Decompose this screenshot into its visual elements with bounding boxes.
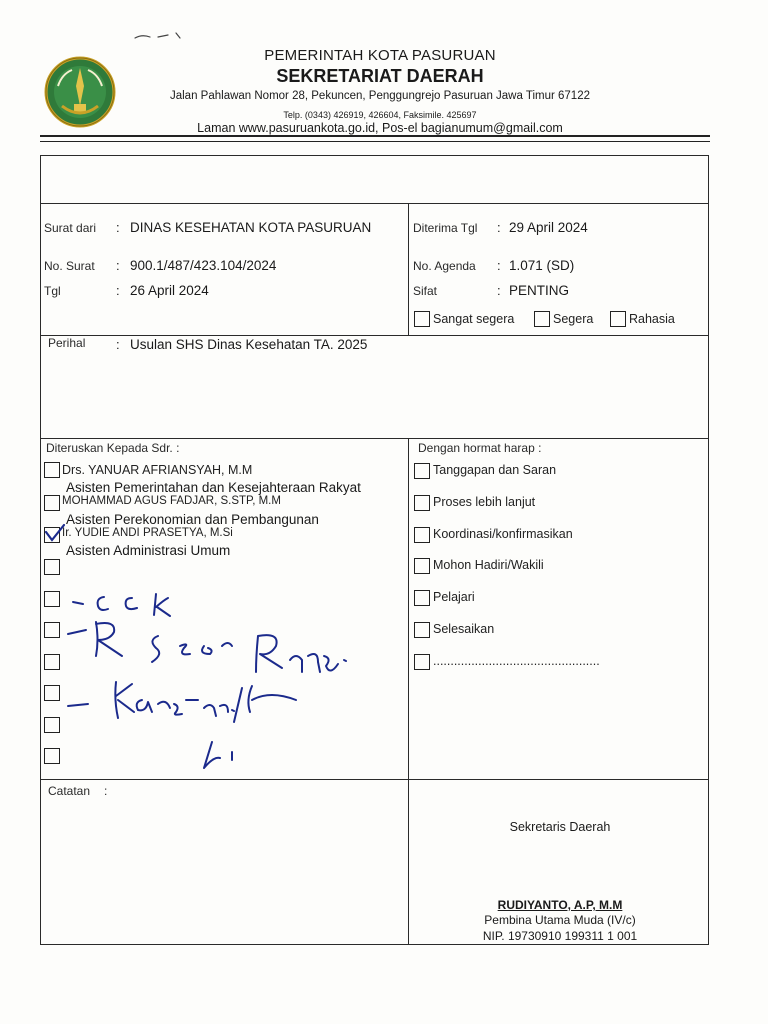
action-tanggapan-label: Tanggapan dan Saran [433, 463, 557, 477]
empty-recipient-checkbox[interactable] [44, 654, 60, 670]
colon: : [116, 258, 120, 273]
action-koordinasi-label: Koordinasi/konfirmasikan [433, 527, 573, 541]
surat-dari-label: Surat dari [44, 221, 97, 235]
diterima-value: 29 April 2024 [509, 220, 588, 235]
action-hadiri-checkbox[interactable] [414, 558, 430, 574]
diterima-label: Diterima Tgl [413, 221, 478, 235]
segera-label: Segera [553, 312, 594, 326]
sangat-segera-label: Sangat segera [433, 312, 515, 326]
recipient-3-title: Asisten Administrasi Umum [66, 543, 231, 558]
letterhead-rule-thick [40, 135, 710, 137]
no-surat-value: 900.1/487/423.104/2024 [130, 258, 277, 273]
signature-nip: NIP. 19730910 199311 1 001 [482, 929, 638, 943]
letterhead-rule-thin [40, 141, 710, 142]
dengan-hormat-label: Dengan hormat harap : [418, 441, 542, 455]
empty-recipient-checkbox[interactable] [44, 559, 60, 575]
action-selesaikan-checkbox[interactable] [414, 622, 430, 638]
empty-recipient-checkbox[interactable] [44, 685, 60, 701]
signature-rank: Pembina Utama Muda (IV/c) [484, 913, 636, 927]
letterhead-web: Laman www.pasuruankota.go.id, Pos-el bagianumum@gmail.com [197, 121, 563, 135]
sifat-value: PENTING [509, 283, 570, 298]
colon: : [116, 220, 120, 235]
recipient-3-name: Ir. YUDIE ANDI PRASETYA, M.Si [62, 527, 233, 539]
letterhead-government: PEMERINTAH KOTA PASURUAN [264, 47, 496, 64]
colon: : [497, 283, 501, 298]
no-surat-label: No. Surat [44, 259, 95, 273]
colon: : [497, 220, 501, 235]
letterhead-address: Jalan Pahlawan Nomor 28, Pekuncen, Penggungrejo Pasuruan Jawa Timur 67122 [169, 90, 590, 102]
recipient-2-name: MOHAMMAD AGUS FADJAR, S.STP, M.M [62, 495, 281, 507]
sifat-label: Sifat [413, 284, 438, 298]
tgl-value: 26 April 2024 [130, 283, 209, 298]
perihal-value: Usulan SHS Dinas Kesehatan TA. 2025 [130, 337, 368, 352]
action-selesaikan-label: Selesaikan [433, 622, 495, 636]
column-divider [408, 438, 409, 945]
rahasia-label: Rahasia [629, 312, 675, 326]
row-divider [40, 438, 709, 439]
empty-recipient-checkbox[interactable] [44, 748, 60, 764]
pasuruan-city-emblem [44, 56, 116, 128]
row-divider [40, 335, 709, 336]
recipient-1-title: Asisten Pemerintahan dan Kesejahteraan Rakyat [66, 480, 361, 495]
action-other-checkbox[interactable] [414, 654, 430, 670]
recipient-2-checkbox[interactable] [44, 495, 60, 511]
colon: : [116, 337, 120, 352]
recipient-1-name: Drs. YANUAR AFRIANSYAH, M.M [62, 463, 253, 477]
row-divider [40, 203, 709, 204]
action-tanggapan-checkbox[interactable] [414, 463, 430, 479]
colon: : [104, 784, 108, 798]
perihal-label: Perihal [48, 336, 86, 350]
segera-checkbox[interactable] [534, 311, 550, 327]
signature-title: Sekretaris Daerah [509, 820, 611, 834]
tgl-label: Tgl [44, 284, 61, 298]
empty-recipient-checkbox[interactable] [44, 717, 60, 733]
colon: : [497, 258, 501, 273]
action-pelajari-checkbox[interactable] [414, 590, 430, 606]
letterhead-phone: Telp. (0343) 426919, 426604, Faksimile. 425697 [283, 110, 477, 120]
action-pelajari-label: Pelajari [433, 590, 475, 604]
catatan-label: Catatan [48, 784, 91, 798]
agenda-value: 1.071 (SD) [509, 258, 575, 273]
recipient-1-checkbox[interactable] [44, 462, 60, 478]
action-proses-label: Proses lebih lanjut [433, 495, 536, 509]
surat-dari-value: DINAS KESEHATAN KOTA PASURUAN [130, 220, 372, 235]
diteruskan-label: Diteruskan Kepada Sdr. : [46, 441, 180, 455]
action-hadiri-label: Mohon Hadiri/Wakili [433, 558, 544, 572]
action-koordinasi-checkbox[interactable] [414, 527, 430, 543]
empty-recipient-checkbox[interactable] [44, 591, 60, 607]
colon: : [116, 283, 120, 298]
action-proses-checkbox[interactable] [414, 495, 430, 511]
letterhead-office: SEKRETARIAT DAERAH [276, 66, 484, 86]
signature-name: RUDIYANTO, A.P, M.M [497, 898, 623, 912]
sangat-segera-checkbox[interactable] [414, 311, 430, 327]
row-divider [40, 779, 709, 780]
empty-recipient-checkbox[interactable] [44, 622, 60, 638]
recipient-2-title: Asisten Perekonomian dan Pembangunan [66, 512, 319, 527]
rahasia-checkbox[interactable] [610, 311, 626, 327]
action-other-dotted-line: ................................................ [433, 654, 600, 668]
column-divider [408, 203, 409, 335]
agenda-label: No. Agenda [413, 259, 476, 273]
